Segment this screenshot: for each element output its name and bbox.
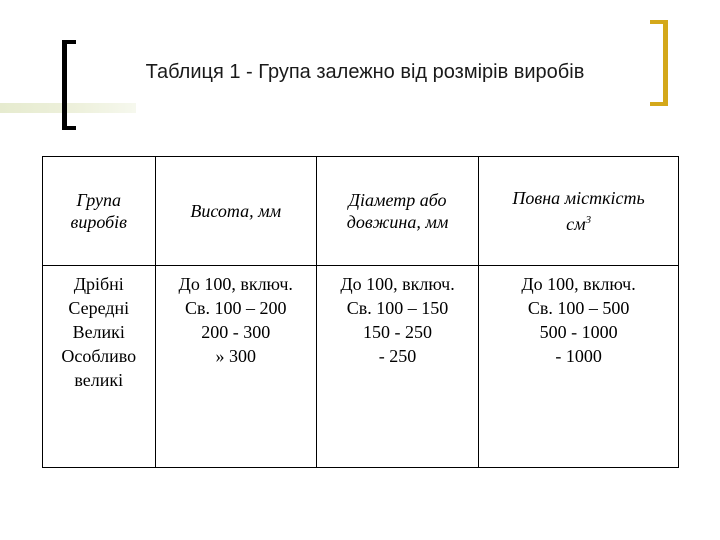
capacity-cell <box>479 266 679 468</box>
title-main: Група залежно від розмірів виробів <box>258 61 585 83</box>
cell-line: - 250 <box>378 346 417 366</box>
cell-line: 500 - 1000 <box>539 322 618 342</box>
diameter-cell <box>316 266 478 468</box>
cell-line: До 100, включ. <box>521 274 636 294</box>
header-diameter <box>316 157 478 266</box>
cell-line: Середні <box>68 298 130 318</box>
header-text: Діаметр або <box>348 190 447 210</box>
header-group <box>43 157 156 266</box>
cell-line: До 100, включ. <box>340 274 455 294</box>
header-unit <box>483 209 674 235</box>
group-cell <box>43 266 156 468</box>
header-text: Висота, мм <box>190 201 282 221</box>
header-row <box>43 157 679 266</box>
cell-line: До 100, включ. <box>178 274 293 294</box>
header-capacity <box>479 157 679 266</box>
header-height <box>155 157 316 266</box>
data-row <box>43 266 679 468</box>
size-group-table <box>42 156 679 468</box>
cell-line: Особливо <box>61 346 137 366</box>
cell-line: Св. 100 – 150 <box>346 298 449 318</box>
height-cell <box>155 266 316 468</box>
cell-line: Великі <box>72 322 125 342</box>
cell-line: Дрібні <box>73 274 124 294</box>
header-text: Повна місткість <box>512 188 645 208</box>
header-unit-text: см <box>566 214 586 234</box>
cell-line: » 300 <box>215 346 256 366</box>
header-text: Група <box>76 190 121 210</box>
left-bracket-decoration <box>62 40 76 130</box>
cell-line: Св. 100 – 200 <box>184 298 287 318</box>
header-text: довжина, мм <box>346 212 449 232</box>
title-prefix: Таблиця 1 - <box>145 61 259 83</box>
cell-line: 150 - 250 <box>363 322 433 342</box>
slide-title <box>100 59 630 85</box>
right-bracket-decoration <box>650 20 668 106</box>
header-text: виробів <box>70 212 127 232</box>
cell-line: великі <box>74 370 124 390</box>
header-superscript: 3 <box>585 214 592 226</box>
cell-line: Св. 100 – 500 <box>527 298 630 318</box>
cell-line: 200 - 300 <box>201 322 271 342</box>
cell-line: - 1000 <box>555 346 602 366</box>
